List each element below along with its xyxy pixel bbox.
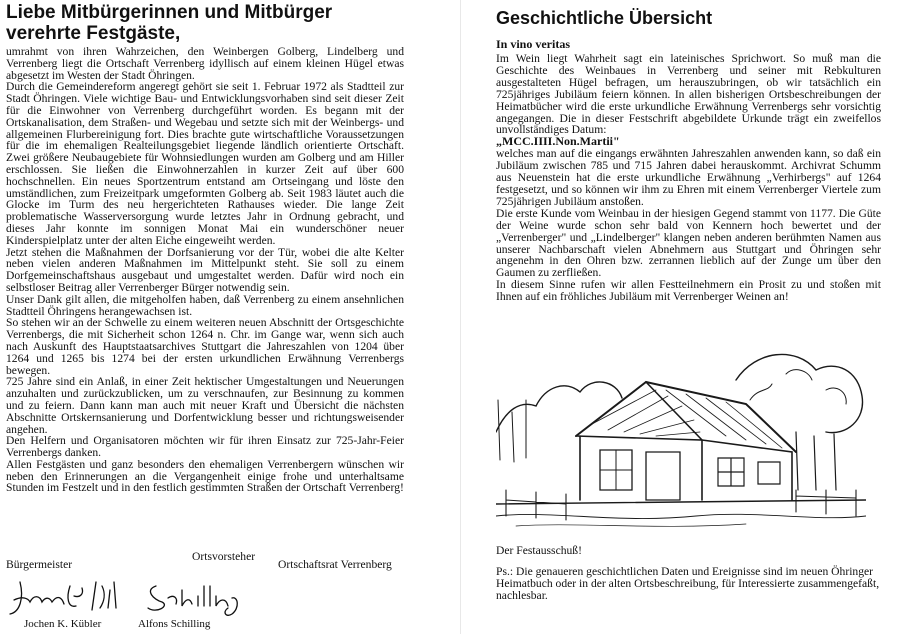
ortsvorsteher-name: Alfons Schilling	[138, 618, 211, 630]
mayor-name: Jochen K. Kübler	[24, 618, 102, 630]
signature-block	[6, 550, 446, 634]
handwritten-signatures	[6, 568, 266, 620]
postscript-text: Ps.: Die genaueren geschichtlichen Daten und Ereignisse sind im neuen Öhringer Heimatbuch oder in der alten Ortsbeschreibung, für Interessierte zusammengefaßt, nachlesbar.	[496, 565, 880, 602]
greeting-heading-line2: verehrte Festgäste,	[6, 23, 181, 44]
greeting-paragraph: Unser Dank gilt allen, die mitgeholfen haben, daß Verrenberg zu einem ansehnlichen Stadtteil Öhringens herangewachsen ist.	[6, 292, 404, 318]
mayor-title: Bürgermeister	[6, 558, 73, 571]
greeting-paragraph: Jetzt stehen die Maßnahmen der Dorfsanierung vor der Tür, wobei die alte Kelter neben vielen anderen Maßnahmen im Mittelpunkt steht. Sie soll zu einem Dorfgemeinschaftshaus ausgebaut und umgestaltet werden. Dafür wird noch ein selbstloser Beitrag aller Verrenberger Bürger notwendig sein.	[6, 245, 404, 294]
committee-signoff: Der Festausschuß!	[496, 544, 582, 557]
page-fold	[460, 0, 461, 634]
greeting-paragraph: Den Helfern und Organisatoren möchten wir für ihren Einsatz zur 725-Jahr-Feier Verrenbergs danken.	[6, 434, 404, 460]
history-heading: Geschichtliche Übersicht	[496, 8, 713, 28]
greeting-paragraph: Allen Festgästen und ganz besonders den ehemaligen Verrenbergern wünschen wir neben den Erinnerungen an die Vergangenheit einige frohe und unterhaltsame Stunden im Festzelt und in den festlich gestimmten Straßen der Ortschaft Verrenberg!	[6, 457, 404, 495]
greeting-paragraph: So stehen wir an der Schwelle zu einem weiteren neuen Abschnitt der Ortsgeschichte Verrenbergs, die mit Sicherheit schon 1264 n. Chr. im Gange war, wenn sich auch nach Auskunft des Hauptstaatsarchives Stuttgart die Jahreszahlen von 1204 über 1264 und 1265 bis 1274 bei der ersten urkundlichen Erwähnung Verrenbergs bewegen.	[6, 316, 404, 377]
greeting-paragraph: umrahmt von ihren Wahrzeichen, den Weinbergen Golberg, Lindelberg und Verrenberg liegt die Ortschaft Verrenberg idyllisch auf einem kleinen Hügel etwas abgesetzt im Westen der Stadt Öhringen.	[6, 45, 404, 82]
history-subheading: In vino veritas	[496, 37, 571, 51]
history-page	[478, 0, 900, 634]
ortsvorsteher-title: Ortsvorsteher	[192, 550, 256, 563]
greeting-body	[6, 46, 404, 494]
greeting-paragraph: Durch die Gemeindereform angeregt gehört sie seit 1. Februar 1972 als Stadtteil zur Stadt Öhringen. Viele wichtige Bau- und Entwicklungsvorhaben sind seit dieser Zeit für die Einwohner von Verrenberg durchgeführt worden. Es begann mit der Ortskanalisation, dem Straßen- und Wegebau und setzte sich mit der Weinbergs- und allgemeinen Flurbereinigung fort. Dies brachte gute wirtschaftliche Voraussetzungen für die im ehemaligen Realteilungsgebiet liegende ländlich orientierte Ortschaft. Zwei größere Neubaugebiete für Wohnsiedlungen wurden am Golberg und am Hiller erschlossen. Sie ließen die Einwohnerzahlen in kurzer Zeit auf über 600 hochschnellen. Ein neues Sportzentrum entstand am Ortseingang und löste den umständlichen, zum Freizeitpark umgeformten Golberg ab. Seit 1983 läutet auch die Glocke im Turm des neu hergerichteten Rathauses wieder. Die lange Zeit problematische Wasserversorgung wurde letztes Jahr in Ordnung gebracht, und dieses Jahr konnte im sonnigen Monat Mai ein wunderschöner neuer Kinderspielplatz unter der alten Eiche eingeweiht werden.	[6, 80, 404, 247]
council-title: Ortschaftsrat Verrenberg	[278, 558, 392, 571]
farmhouse-sketch	[496, 340, 866, 530]
greeting-heading	[6, 2, 446, 44]
postscript	[496, 566, 881, 602]
history-paragraph: Im Wein liegt Wahrheit sagt ein lateinisches Sprichwort. So muß man die Geschichte des Weinbaues in Verrenberg und seiner mit Rebkulturen ausgestalteten Hügel befragen, um herauszubringen, ob wir tatsächlich ein 725jähriges Jubiläum feiern können. In allen bisherigen Ortsbeschreibungen der Heimatbücher wird die erste urkundliche Erwähnung Verrenbergs sehr vorsichtig angegangen. Die in dieser Festschrift abgebildete Urkunde trägt ein zweifellos unvollständiges Datum:	[496, 52, 881, 137]
greeting-paragraph: 725 Jahre sind ein Anlaß, in einer Zeit hektischer Umgestaltungen und Neuerungen anzuhalten und zurückzublicken, um zu verschnaufen, zur Besinnung zu kommen und zu feiern. Dann kann man auch mit neuer Kraft und Übersicht die nächsten Abschnitte Ortskernsanierung und Dorfentwicklung besser und richtungsweisender angehen.	[6, 375, 404, 436]
history-paragraph: In diesem Sinne rufen wir allen Festteilnehmern ein Prosit zu und stoßen mit Ihnen auf ein fröhliches Jubiläum mit Verrenberger Weinen an!	[496, 278, 881, 304]
history-paragraph: Die erste Kunde vom Weinbau in der hiesigen Gegend stammt von 1177. Die Güte der Weine wurde schon sehr bald von Kennern hoch bewertet und der „Verrenberger" und „Lindelberger" klangen neben anderen berühmten Namen aus unserer Nachbarschaft vielen Abnehmern aus Stuttgart und Öhringen sehr angenehm in den Ohren bzw. zerrannen lieblich auf der Zunge um über den Gaumen zu zerfließen.	[496, 206, 881, 280]
history-paragraph: welches man auf die eingangs erwähnten Jahreszahlen anwenden kann, so daß ein Jubiläum zwischen 785 und 715 Jahren dabei herauskommt. Archivrat Schumm aus Neuenstein hat die erste urkundliche Erwähnung „Verhirbergs" auf 1264 festgesetzt, und so können wir ihm zu Ehren mit einem Verrenberger Viertele zum 725jährigen Jubiläum anstoßen.	[496, 147, 881, 208]
history-body	[496, 53, 881, 303]
greeting-heading-line1: Liebe Mitbürgerinnen und Mitbürger	[6, 2, 333, 23]
document-date: „MCC.IIII.Non.Martii"	[496, 134, 620, 149]
